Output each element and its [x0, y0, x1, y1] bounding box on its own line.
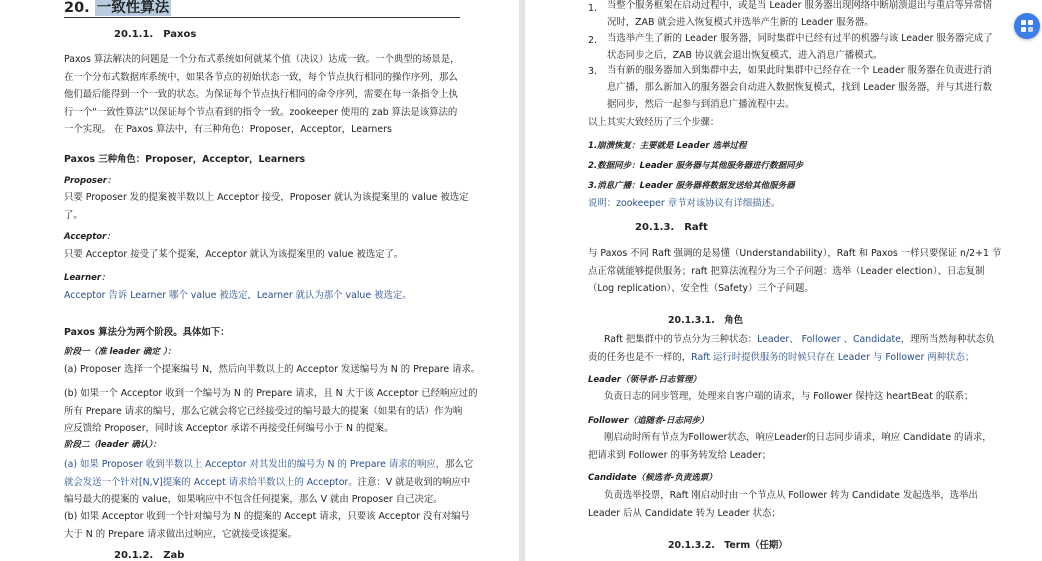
grid-app-glyph	[1020, 19, 1034, 33]
proposer-label: Proposer：	[64, 176, 116, 186]
grid-app-icon[interactable]	[1014, 13, 1040, 39]
leader-label: Leader（领导者-日志管理）	[588, 375, 701, 385]
left-page	[0, 0, 519, 561]
heading-raft: 20.1.3. Raft	[635, 222, 708, 233]
heading-role: 20.1.3.1. 角色	[668, 315, 743, 326]
learner-label: Learner：	[64, 273, 110, 283]
heading-term: 20.1.3.2. Term（任期）	[668, 540, 788, 551]
heading-zab: 20.1.2. Zab	[114, 550, 185, 561]
heading-paxos: 20.1.1. Paxos	[114, 29, 197, 40]
proposer-text: 只要 Proposer 发的提案被半数以上 Acceptor 接受，Proposer 就认为该提案里的 value 被选定 了。	[64, 192, 469, 221]
acceptor-label: Acceptor：	[64, 232, 115, 242]
list-number: 1.	[588, 3, 597, 14]
phase1-b: (b) 如果一个 Acceptor 收到一个编号为 N 的 Prepare 请求，且 N 大于该 Acceptor 已经响应过的 所有 Prepare 请求的编号，那么它就会将它已经接受过的编号最大的提案（如果有的话）作为响 应反馈给 Proposer，同时该 Acceptor 承诺不再接受任何编号小于 N 的提案。	[64, 388, 478, 434]
follower-label: Follower（追随者-日志同步）	[588, 416, 709, 426]
acceptor-text: 只要 Acceptor 接受了某个提案，Acceptor 就认为该提案里的 value 被选定了。	[64, 249, 404, 260]
chapter-number: 20.	[64, 0, 90, 16]
role-intro: Raft 把集群中的节点分为三种状态：Leader、 Follower 、Candidate，理所当然每种状态负 责的任务也是不一样的，Raft 运行时提供服务的时候只存在 Leader 与 Follower 两种状态；	[588, 334, 995, 363]
right-page	[525, 0, 1042, 561]
leader-text: 负责日志的同步管理，处理来自客户端的请求，与 Follower 保持这 heartBeat 的联系；	[604, 391, 974, 402]
phases-title: Paxos 算法分为两个阶段。具体如下：	[64, 327, 230, 338]
steps-intro: 以上其实大致经历了三个步骤：	[588, 117, 720, 128]
step-3: 3.消息广播：Leader 服务器将数据发送给其他服务器	[588, 181, 795, 191]
step-1: 1.崩溃恢复：主要就是 Leader 选举过程	[588, 141, 747, 151]
paxos-intro: Paxos 算法解决的问题是一个分布式系统如何就某个值（决议）达成一致。一个典型的场景是， 在一个分布式数据库系统中，如果各节点的初始状态一致，每个节点执行相同的操作序列，那么 他们最后能得到一个一致的状态。为保证每个节点执行相同的命令序列，需要在每一条指令上执 行一个“一致性算法”以保证每个节点看到的指令一致。zookeeper 使用的 zab 算法是该算法的 一个实现。 在 Paxos 算法中，有三种角色：Proposer，Acceptor，Learners	[64, 54, 460, 135]
roles-title: Paxos 三种角色：Proposer，Acceptor，Learners	[64, 154, 306, 165]
note-text: 说明：zookeeper 章节对该协议有详细描述。	[588, 198, 781, 209]
learner-text: Acceptor 告诉 Learner 哪个 value 被选定，Learner 就认为那个 value 被选定。	[64, 290, 412, 301]
list-number: 3.	[588, 66, 597, 77]
phase1-a: (a) Proposer 选择一个提案编号 N，然后向半数以上的 Acceptor 发送编号为 N 的 Prepare 请求。	[64, 364, 481, 375]
candidate-text: 负责选举投票，Raft 刚启动时由一个节点从 Follower 转为 Candidate 发起选举，选举出 Leader 后从 Candidate 转为 Leader 状态；	[588, 490, 978, 519]
phase2-b: (b) 如果 Acceptor 收到一个针对编号为 N 的提案的 Accept 请求，只要该 Acceptor 没有对编号 大于 N 的 Prepare 请求做出过响应，它就接受该提案。	[64, 511, 470, 540]
list-number: 2.	[588, 35, 597, 46]
chapter-heading	[64, 0, 460, 18]
list-item-1: 当整个服务框架在启动过程中，或是当 Leader 服务器出现网络中断崩溃退出与重启等异常情 况时，ZAB 就会进入恢复模式并选举产生新的 Leader 服务器。	[607, 0, 992, 28]
list-item-3: 当有新的服务器加入到集群中去，如果此时集群中已经存在一个 Leader 服务器在负责进行消 息广播，那么新加入的服务器会自动进入数据恢复模式，找到 Leader 服务器，并与其进行数 据同步，然后一起参与到消息广播流程中去。	[607, 65, 992, 110]
phase2-label: 阶段二（leader 确认）：	[64, 440, 162, 450]
phase1-label: 阶段一（准 leader 确定 ）：	[64, 347, 176, 357]
chapter-title: 一致性算法	[96, 0, 170, 16]
raft-intro: 与 Paxos 不同 Raft 强调的是易懂（Understandability），Raft 和 Paxos 一样只要保证 n/2+1 节 点正常就能够提供服务；raft 把算法流程分为三个子问题：选举（Leader election）、日志复制 （Log replication）、安全性（Safety）三个子问题。	[588, 248, 1002, 294]
list-item-2: 当选举产生了新的 Leader 服务器，同时集群中已经有过半的机器与该 Leader 服务器完成了 状态同步之后，ZAB 协议就会退出恢复模式，进入消息广播模式。	[607, 33, 993, 61]
phase2-a: (a) 如果 Proposer 收到半数以上 Acceptor 对其发出的编号为 N 的 Prepare 请求的响应，那么它 就会发送一个针对[N,V]提案的 Accept 请求给半数以上的 Acceptor。注意：V 就是收到的响应中 编号最大的提案的 value，如果响应中不包含任何提案，那么 V 就由 Proposer 自己决定。	[64, 459, 474, 505]
step-2: 2.数据同步：Leader 服务器与其他服务器进行数据同步	[588, 161, 804, 171]
candidate-label: Candidate（候选者-负责选票）	[588, 473, 717, 483]
follower-text: 刚启动时所有节点为Follower状态，响应Leader的日志同步请求，响应 Candidate 的请求， 把请求到 Follower 的事务转发给 Leader；	[588, 432, 992, 461]
